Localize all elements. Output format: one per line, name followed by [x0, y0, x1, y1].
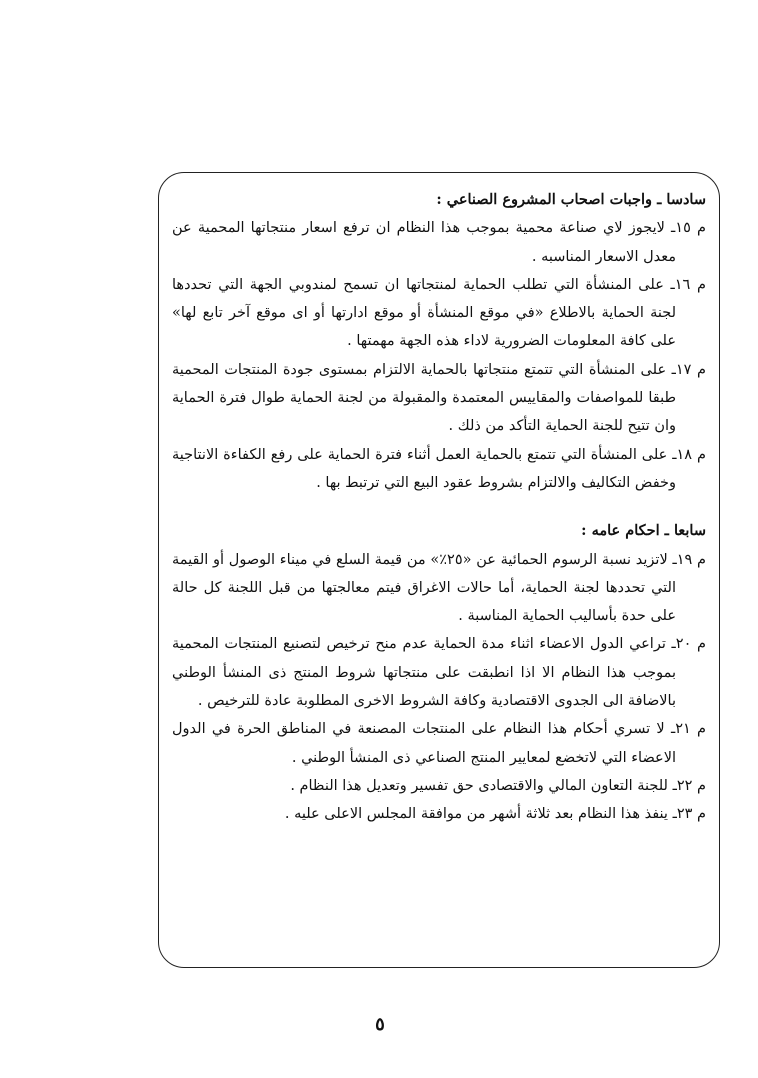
page-number: ٥ [375, 1014, 385, 1035]
article-22: م ٢٢ـ للجنة التعاون المالي والاقتصادى حق تفسير وتعديل هذا النظام . [290, 777, 706, 794]
section-heading-duties: سادسا ـ واجبات اصحاب المشروع الصناعي : [436, 191, 706, 208]
article-16: م ١٦ـ على المنشأة التي تطلب الحماية لمنتجاتها ان تسمح لمندوبي الجهة التي تحددها لجنة الحماية بالاطلاع «في موقع المنشأة أو موقع ادارتها أو اى موقع آخر تابع لها» على كافة المعلومات الضرورية لاداء هذه الجهة مهمتها . [172, 276, 706, 350]
article-23: م ٢٣ـ ينفذ هذا النظام بعد ثلاثة أشهر من موافقة المجلس الاعلى عليه . [284, 806, 706, 823]
article-18: م ١٨ـ على المنشأة التي تتمتع بالحماية العمل أثناء فترة الحماية على رفع الكفاءة الانتاجية وخفض التكاليف والالتزام بشروط عقود البيع التي ترتبط بها . [172, 446, 706, 491]
section-heading-general: سابعا ـ احكام عامه : [581, 522, 706, 540]
article-21: م ٢١ـ لا تسري أحكام هذا النظام على المنتجات المصنعة في المناطق الحرة في الدول الاعضاء التي لاتخضع لمعايير المنتج الصناعي ذى المنشأ الوطني . [172, 721, 707, 766]
article-17: م ١٧ـ على المنشأة التي تتمتع منتجاتها بالحماية الالتزام بمستوى جودة المنتجات المحمية طبقا للمواصفات والمقاييس المعتمدة والمقبولة من لجنة الحماية طوال فترة الحماية وان تتيح للجنة الحماية التأكد من ذلك . [172, 361, 706, 435]
article-20: م ٢٠ـ تراعي الدول الاعضاء اثناء مدة الحماية عدم منح ترخيص لتصنيع المنتجات المحمية بموجب هذا النظام الا اذا انطبقت على منتجاتها شروط المنتج ذى المنشأ الوطني بالاضافة الى الجدوى الاقتصادية وكافة الشروط الاخرى المطلوبة عادة للترخيص . [172, 636, 706, 710]
document-body [172, 186, 706, 829]
article-15: م ١٥ـ لايجوز لاي صناعة محمية بموجب هذا النظام ان ترفع اسعار منتجاتها المحمية عن معدل الاسعار المناسبه . [172, 220, 706, 265]
article-19: م ١٩ـ لاتزيد نسبة الرسوم الحمائية عن «٢٥٪» من قيمة السلع في ميناء الوصول أو القيمة التي تحددها لجنة الحماية، أما حالات الاغراق فيتم معالجتها من قبل اللجنة كل حالة على حدة بأساليب الحماية المناسبة . [172, 551, 706, 625]
